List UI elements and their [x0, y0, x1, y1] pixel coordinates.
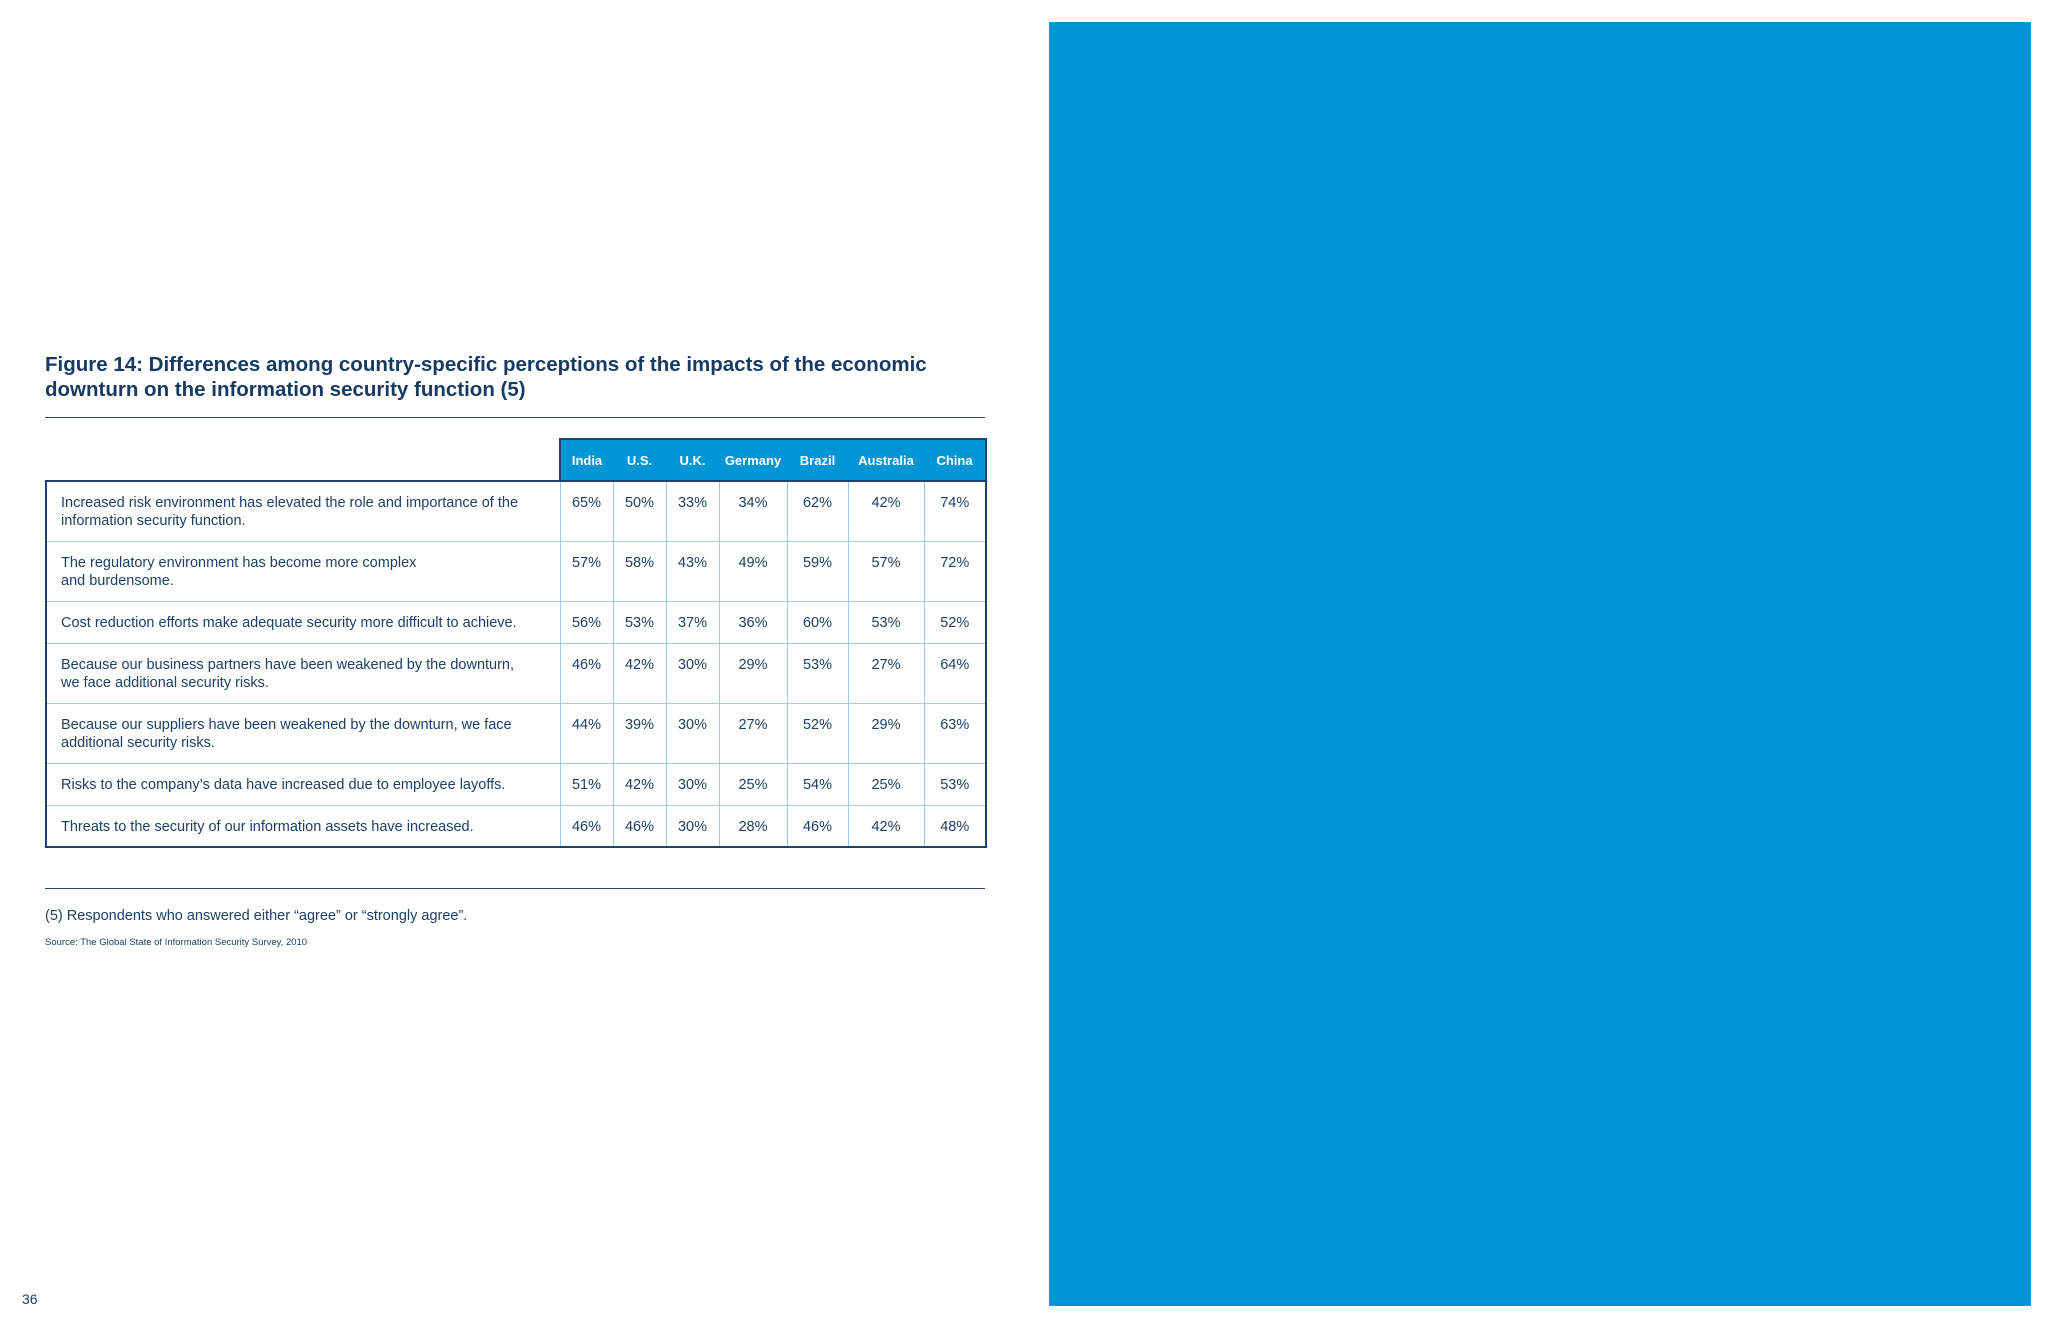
cell-us: 42%	[613, 643, 666, 703]
cell-brazil: 54%	[787, 763, 848, 805]
cell-australia: 27%	[848, 643, 924, 703]
bottom-divider	[45, 888, 985, 889]
footnote: (5) Respondents who answered either “agree” or “strongly agree”.	[45, 908, 468, 924]
row-label-line1: Cost reduction efforts make adequate security more difficult to achieve.	[61, 614, 517, 631]
row-label	[46, 541, 560, 601]
cell-australia: 42%	[848, 805, 924, 847]
cell-australia: 25%	[848, 763, 924, 805]
column-header-australia: Australia	[848, 439, 924, 481]
cell-brazil: 46%	[787, 805, 848, 847]
row-label-line1: Risks to the company’s data have increased due to employee layoffs.	[61, 776, 506, 793]
cell-germany: 36%	[719, 601, 787, 643]
cell-uk: 30%	[666, 805, 719, 847]
cell-china: 72%	[924, 541, 986, 601]
figure-table	[45, 438, 985, 848]
table-header-row	[46, 439, 986, 481]
cell-brazil: 53%	[787, 643, 848, 703]
cell-australia: 57%	[848, 541, 924, 601]
top-divider	[45, 417, 985, 418]
column-header-china: China	[924, 439, 986, 481]
cell-us: 42%	[613, 763, 666, 805]
cell-us: 58%	[613, 541, 666, 601]
row-label-line1: Because our business partners have been weakened by the downturn,	[61, 656, 515, 673]
figure-title-line2: downturn on the information security function (5)	[45, 378, 526, 401]
cell-germany: 34%	[719, 481, 787, 541]
cell-china: 63%	[924, 703, 986, 763]
cell-brazil: 60%	[787, 601, 848, 643]
cell-uk: 43%	[666, 541, 719, 601]
column-header-us: U.S.	[613, 439, 666, 481]
cell-uk: 30%	[666, 703, 719, 763]
header-blank-cell	[46, 439, 560, 481]
cell-germany: 25%	[719, 763, 787, 805]
cell-india: 46%	[560, 805, 613, 847]
row-label-line1: The regulatory environment has become more complex	[61, 554, 417, 571]
source-note: Source: The Global State of Information Security Survey, 2010	[45, 937, 308, 948]
row-label	[46, 763, 560, 805]
table-row	[46, 481, 986, 541]
row-label-line1: Increased risk environment has elevated the role and importance of the	[61, 495, 519, 511]
column-header-uk: U.K.	[666, 439, 719, 481]
row-label	[46, 481, 560, 541]
row-label-line2: additional security risks.	[61, 734, 215, 751]
cell-india: 44%	[560, 703, 613, 763]
table-row	[46, 763, 986, 805]
cell-india: 65%	[560, 481, 613, 541]
cell-germany: 28%	[719, 805, 787, 847]
table-row	[46, 541, 986, 601]
cell-china: 74%	[924, 481, 986, 541]
row-label	[46, 805, 560, 847]
cell-china: 53%	[924, 763, 986, 805]
table-row	[46, 703, 986, 763]
table-row	[46, 805, 986, 847]
row-label	[46, 643, 560, 703]
cell-us: 39%	[613, 703, 666, 763]
cell-uk: 30%	[666, 643, 719, 703]
row-label-line2: information security function.	[61, 513, 246, 529]
row-label	[46, 601, 560, 643]
cell-brazil: 59%	[787, 541, 848, 601]
perceptions-table	[45, 438, 987, 848]
cell-brazil: 62%	[787, 481, 848, 541]
row-label-line1: Threats to the security of our information assets have increased.	[61, 818, 474, 835]
cell-china: 52%	[924, 601, 986, 643]
cell-india: 46%	[560, 643, 613, 703]
cell-india: 51%	[560, 763, 613, 805]
cell-uk: 30%	[666, 763, 719, 805]
row-label	[46, 703, 560, 763]
table-row	[46, 643, 986, 703]
row-label-line2: we face additional security risks.	[61, 674, 269, 691]
row-label-line1: Because our suppliers have been weakened by the downturn, we face	[61, 716, 512, 733]
cell-us: 46%	[613, 805, 666, 847]
cell-australia: 29%	[848, 703, 924, 763]
cell-uk: 33%	[666, 481, 719, 541]
cell-germany: 29%	[719, 643, 787, 703]
column-header-brazil: Brazil	[787, 439, 848, 481]
cell-uk: 37%	[666, 601, 719, 643]
cell-brazil: 52%	[787, 703, 848, 763]
cell-australia: 42%	[848, 481, 924, 541]
cell-china: 64%	[924, 643, 986, 703]
cell-germany: 49%	[719, 541, 787, 601]
blue-panel	[1049, 22, 2031, 1306]
figure-title	[45, 352, 985, 402]
column-header-germany: Germany	[719, 439, 787, 481]
page-number: 36	[22, 1291, 38, 1307]
cell-australia: 53%	[848, 601, 924, 643]
figure-title-line1: Figure 14: Differences among country-specific perceptions of the impacts of the economic	[45, 353, 927, 376]
cell-germany: 27%	[719, 703, 787, 763]
cell-us: 53%	[613, 601, 666, 643]
left-page	[45, 0, 985, 1325]
column-header-india: India	[560, 439, 613, 481]
row-label-line2: and burdensome.	[61, 572, 174, 589]
cell-india: 56%	[560, 601, 613, 643]
cell-india: 57%	[560, 541, 613, 601]
cell-china: 48%	[924, 805, 986, 847]
table-row	[46, 601, 986, 643]
cell-us: 50%	[613, 481, 666, 541]
